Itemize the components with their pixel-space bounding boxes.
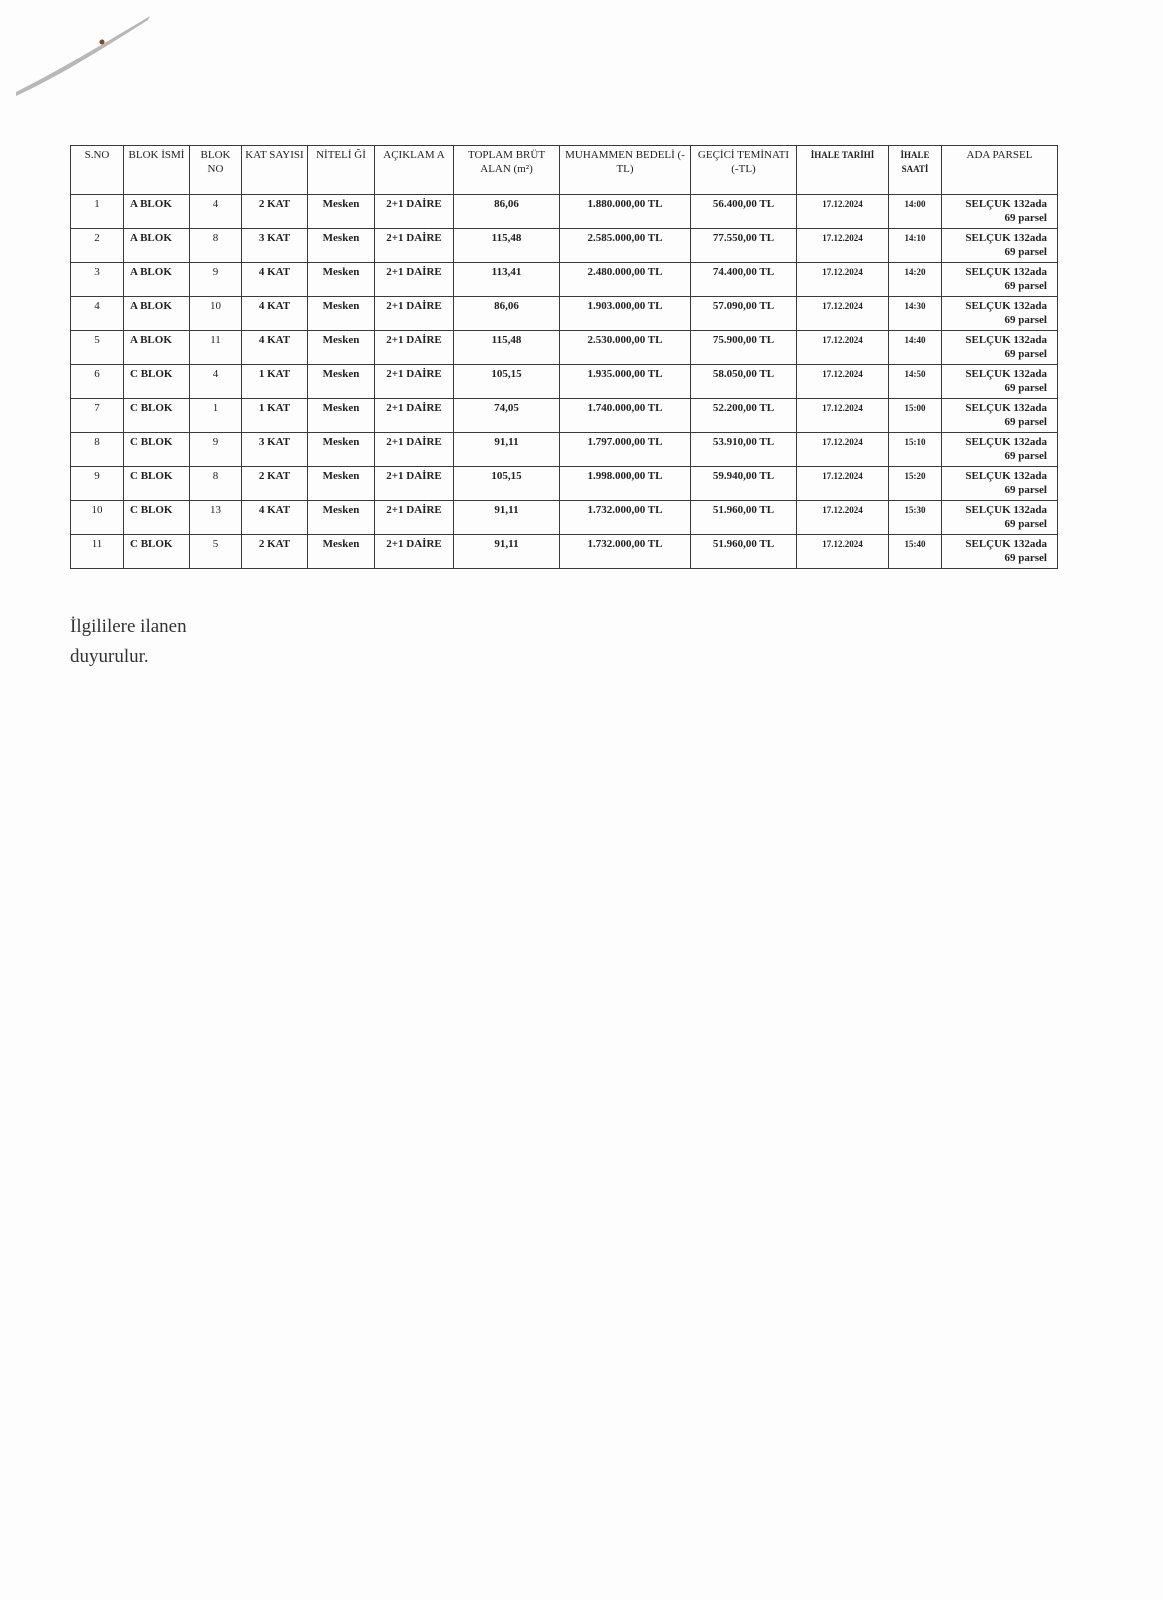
- parsel-line: 69 parsel: [1004, 484, 1047, 496]
- cell-blok-ismi: C BLOK: [124, 467, 190, 501]
- cell-bedel: 2.480.000,00 TL: [560, 263, 691, 297]
- announcement-note: [70, 612, 270, 672]
- cell-bedel: 1.935.000,00 TL: [560, 365, 691, 399]
- cell-kat-sayisi: 1 KAT: [242, 365, 308, 399]
- cell-saat: 14:00: [889, 195, 942, 229]
- table-row: [71, 433, 1058, 467]
- ada-line: SELÇUK 132ada: [965, 538, 1047, 550]
- cell-ada-parsel: [942, 433, 1058, 467]
- parsel-line: 69 parsel: [1004, 314, 1047, 326]
- cell-bedel: 1.998.000,00 TL: [560, 467, 691, 501]
- cell-blok-no: 13: [190, 501, 242, 535]
- cell-tarih: 17.12.2024: [797, 365, 889, 399]
- cell-saat: 15:20: [889, 467, 942, 501]
- cell-tarih: 17.12.2024: [797, 331, 889, 365]
- cell-bedel: 1.880.000,00 TL: [560, 195, 691, 229]
- cell-sno: 1: [71, 195, 124, 229]
- table-row: [71, 297, 1058, 331]
- cell-tarih: 17.12.2024: [797, 467, 889, 501]
- cell-blok-no: 8: [190, 467, 242, 501]
- cell-ada-parsel: [942, 331, 1058, 365]
- cell-blok-ismi: C BLOK: [124, 399, 190, 433]
- cell-niteligi: Mesken: [308, 501, 375, 535]
- auction-listing-table: [70, 145, 1058, 569]
- cell-teminat: 59.940,00 TL: [691, 467, 797, 501]
- cell-ada-parsel: [942, 467, 1058, 501]
- header-ihale-saati: İHALE SAATİ: [889, 146, 942, 195]
- cell-blok-ismi: A BLOK: [124, 229, 190, 263]
- parsel-line: 69 parsel: [1004, 246, 1047, 258]
- cell-blok-no: 8: [190, 229, 242, 263]
- cell-blok-ismi: C BLOK: [124, 365, 190, 399]
- cell-saat: 15:30: [889, 501, 942, 535]
- cell-alan: 86,06: [454, 195, 560, 229]
- ada-line: SELÇUK 132ada: [965, 368, 1047, 380]
- cell-niteligi: Mesken: [308, 331, 375, 365]
- header-ihale-tarihi: İHALE TARİHİ: [797, 146, 889, 195]
- cell-aciklama: 2+1 DAİRE: [375, 297, 454, 331]
- cell-aciklama: 2+1 DAİRE: [375, 467, 454, 501]
- cell-teminat: 57.090,00 TL: [691, 297, 797, 331]
- cell-ada-parsel: [942, 399, 1058, 433]
- table-row: [71, 365, 1058, 399]
- ada-line: SELÇUK 132ada: [965, 300, 1047, 312]
- cell-tarih: 17.12.2024: [797, 501, 889, 535]
- cell-blok-ismi: C BLOK: [124, 501, 190, 535]
- cell-aciklama: 2+1 DAİRE: [375, 229, 454, 263]
- table-row: [71, 467, 1058, 501]
- header-gecici-teminati: GEÇİCİ TEMİNATI (-TL): [691, 146, 797, 195]
- cell-bedel: 1.797.000,00 TL: [560, 433, 691, 467]
- ada-line: SELÇUK 132ada: [965, 266, 1047, 278]
- cell-niteligi: Mesken: [308, 195, 375, 229]
- header-blok-no: BLOK NO: [190, 146, 242, 195]
- cell-blok-ismi: C BLOK: [124, 535, 190, 569]
- cell-saat: 14:40: [889, 331, 942, 365]
- table-row: [71, 263, 1058, 297]
- cell-kat-sayisi: 3 KAT: [242, 433, 308, 467]
- cell-kat-sayisi: 2 KAT: [242, 467, 308, 501]
- cell-blok-ismi: A BLOK: [124, 195, 190, 229]
- ada-line: SELÇUK 132ada: [965, 504, 1047, 516]
- cell-niteligi: Mesken: [308, 535, 375, 569]
- cell-kat-sayisi: 1 KAT: [242, 399, 308, 433]
- ada-line: SELÇUK 132ada: [965, 232, 1047, 244]
- announcement-line-2: duyurulur.: [70, 646, 149, 667]
- cell-aciklama: 2+1 DAİRE: [375, 331, 454, 365]
- cell-blok-no: 4: [190, 365, 242, 399]
- cell-aciklama: 2+1 DAİRE: [375, 399, 454, 433]
- cell-tarih: 17.12.2024: [797, 399, 889, 433]
- parsel-line: 69 parsel: [1004, 348, 1047, 360]
- cell-kat-sayisi: 2 KAT: [242, 535, 308, 569]
- parsel-line: 69 parsel: [1004, 416, 1047, 428]
- cell-kat-sayisi: 4 KAT: [242, 297, 308, 331]
- table-row: [71, 535, 1058, 569]
- cell-alan: 115,48: [454, 229, 560, 263]
- cell-sno: 6: [71, 365, 124, 399]
- header-muhammen-bedeli: MUHAMMEN BEDELİ (-TL): [560, 146, 691, 195]
- scan-fold-mark: [0, 0, 200, 120]
- cell-bedel: 1.732.000,00 TL: [560, 501, 691, 535]
- cell-blok-no: 5: [190, 535, 242, 569]
- cell-aciklama: 2+1 DAİRE: [375, 433, 454, 467]
- ada-line: SELÇUK 132ada: [965, 334, 1047, 346]
- cell-teminat: 51.960,00 TL: [691, 535, 797, 569]
- cell-alan: 91,11: [454, 501, 560, 535]
- cell-niteligi: Mesken: [308, 263, 375, 297]
- cell-aciklama: 2+1 DAİRE: [375, 365, 454, 399]
- cell-sno: 10: [71, 501, 124, 535]
- cell-teminat: 77.550,00 TL: [691, 229, 797, 263]
- cell-bedel: 1.732.000,00 TL: [560, 535, 691, 569]
- cell-niteligi: Mesken: [308, 297, 375, 331]
- cell-alan: 74,05: [454, 399, 560, 433]
- cell-saat: 14:20: [889, 263, 942, 297]
- parsel-line: 69 parsel: [1004, 552, 1047, 564]
- cell-blok-ismi: A BLOK: [124, 263, 190, 297]
- header-ada-parsel: ADA PARSEL: [942, 146, 1058, 195]
- cell-sno: 2: [71, 229, 124, 263]
- cell-blok-no: 9: [190, 263, 242, 297]
- cell-niteligi: Mesken: [308, 433, 375, 467]
- cell-kat-sayisi: 3 KAT: [242, 229, 308, 263]
- cell-kat-sayisi: 4 KAT: [242, 263, 308, 297]
- cell-alan: 86,06: [454, 297, 560, 331]
- parsel-line: 69 parsel: [1004, 382, 1047, 394]
- cell-teminat: 56.400,00 TL: [691, 195, 797, 229]
- cell-ada-parsel: [942, 195, 1058, 229]
- cell-sno: 9: [71, 467, 124, 501]
- cell-blok-no: 1: [190, 399, 242, 433]
- table-row: [71, 195, 1058, 229]
- table-header-row: [71, 146, 1058, 195]
- cell-tarih: 17.12.2024: [797, 195, 889, 229]
- parsel-line: 69 parsel: [1004, 212, 1047, 224]
- cell-blok-no: 11: [190, 331, 242, 365]
- cell-ada-parsel: [942, 535, 1058, 569]
- cell-kat-sayisi: 4 KAT: [242, 501, 308, 535]
- cell-teminat: 51.960,00 TL: [691, 501, 797, 535]
- announcement-line-1: İlgililere ilanen: [70, 616, 187, 637]
- cell-niteligi: Mesken: [308, 365, 375, 399]
- cell-tarih: 17.12.2024: [797, 535, 889, 569]
- cell-ada-parsel: [942, 263, 1058, 297]
- parsel-line: 69 parsel: [1004, 450, 1047, 462]
- table-row: [71, 501, 1058, 535]
- cell-tarih: 17.12.2024: [797, 297, 889, 331]
- cell-teminat: 58.050,00 TL: [691, 365, 797, 399]
- cell-tarih: 17.12.2024: [797, 433, 889, 467]
- cell-saat: 14:30: [889, 297, 942, 331]
- cell-saat: 15:00: [889, 399, 942, 433]
- header-kat-sayisi: KAT SAYISI: [242, 146, 308, 195]
- ada-line: SELÇUK 132ada: [965, 436, 1047, 448]
- cell-blok-no: 10: [190, 297, 242, 331]
- cell-blok-no: 4: [190, 195, 242, 229]
- header-sno: S.NO: [71, 146, 124, 195]
- cell-saat: 15:40: [889, 535, 942, 569]
- cell-alan: 105,15: [454, 365, 560, 399]
- cell-sno: 8: [71, 433, 124, 467]
- cell-niteligi: Mesken: [308, 467, 375, 501]
- table-row: [71, 331, 1058, 365]
- cell-blok-ismi: C BLOK: [124, 433, 190, 467]
- cell-teminat: 74.400,00 TL: [691, 263, 797, 297]
- cell-ada-parsel: [942, 501, 1058, 535]
- ada-line: SELÇUK 132ada: [965, 470, 1047, 482]
- table-body: [71, 195, 1058, 569]
- cell-aciklama: 2+1 DAİRE: [375, 501, 454, 535]
- cell-alan: 105,15: [454, 467, 560, 501]
- cell-sno: 3: [71, 263, 124, 297]
- cell-teminat: 52.200,00 TL: [691, 399, 797, 433]
- cell-saat: 14:10: [889, 229, 942, 263]
- table-row: [71, 399, 1058, 433]
- cell-teminat: 75.900,00 TL: [691, 331, 797, 365]
- cell-bedel: 2.585.000,00 TL: [560, 229, 691, 263]
- cell-blok-ismi: A BLOK: [124, 297, 190, 331]
- parsel-line: 69 parsel: [1004, 518, 1047, 530]
- header-blok-ismi: BLOK İSMİ: [124, 146, 190, 195]
- cell-niteligi: Mesken: [308, 229, 375, 263]
- cell-bedel: 1.740.000,00 TL: [560, 399, 691, 433]
- cell-ada-parsel: [942, 365, 1058, 399]
- cell-aciklama: 2+1 DAİRE: [375, 195, 454, 229]
- cell-kat-sayisi: 2 KAT: [242, 195, 308, 229]
- cell-sno: 7: [71, 399, 124, 433]
- header-niteligi: NİTELİ Ğİ: [308, 146, 375, 195]
- table-row: [71, 229, 1058, 263]
- header-aciklama: AÇIKLAM A: [375, 146, 454, 195]
- cell-blok-ismi: A BLOK: [124, 331, 190, 365]
- cell-saat: 14:50: [889, 365, 942, 399]
- cell-aciklama: 2+1 DAİRE: [375, 263, 454, 297]
- cell-alan: 113,41: [454, 263, 560, 297]
- ada-line: SELÇUK 132ada: [965, 198, 1047, 210]
- cell-tarih: 17.12.2024: [797, 229, 889, 263]
- cell-alan: 91,11: [454, 433, 560, 467]
- cell-niteligi: Mesken: [308, 399, 375, 433]
- cell-sno: 4: [71, 297, 124, 331]
- cell-ada-parsel: [942, 297, 1058, 331]
- cell-saat: 15:10: [889, 433, 942, 467]
- cell-teminat: 53.910,00 TL: [691, 433, 797, 467]
- cell-alan: 91,11: [454, 535, 560, 569]
- cell-kat-sayisi: 4 KAT: [242, 331, 308, 365]
- cell-sno: 11: [71, 535, 124, 569]
- cell-alan: 115,48: [454, 331, 560, 365]
- cell-bedel: 2.530.000,00 TL: [560, 331, 691, 365]
- parsel-line: 69 parsel: [1004, 280, 1047, 292]
- cell-tarih: 17.12.2024: [797, 263, 889, 297]
- cell-sno: 5: [71, 331, 124, 365]
- cell-blok-no: 9: [190, 433, 242, 467]
- cell-ada-parsel: [942, 229, 1058, 263]
- ada-line: SELÇUK 132ada: [965, 402, 1047, 414]
- cell-aciklama: 2+1 DAİRE: [375, 535, 454, 569]
- header-toplam-brut-alan: TOPLAM BRÜT ALAN (m²): [454, 146, 560, 195]
- cell-bedel: 1.903.000,00 TL: [560, 297, 691, 331]
